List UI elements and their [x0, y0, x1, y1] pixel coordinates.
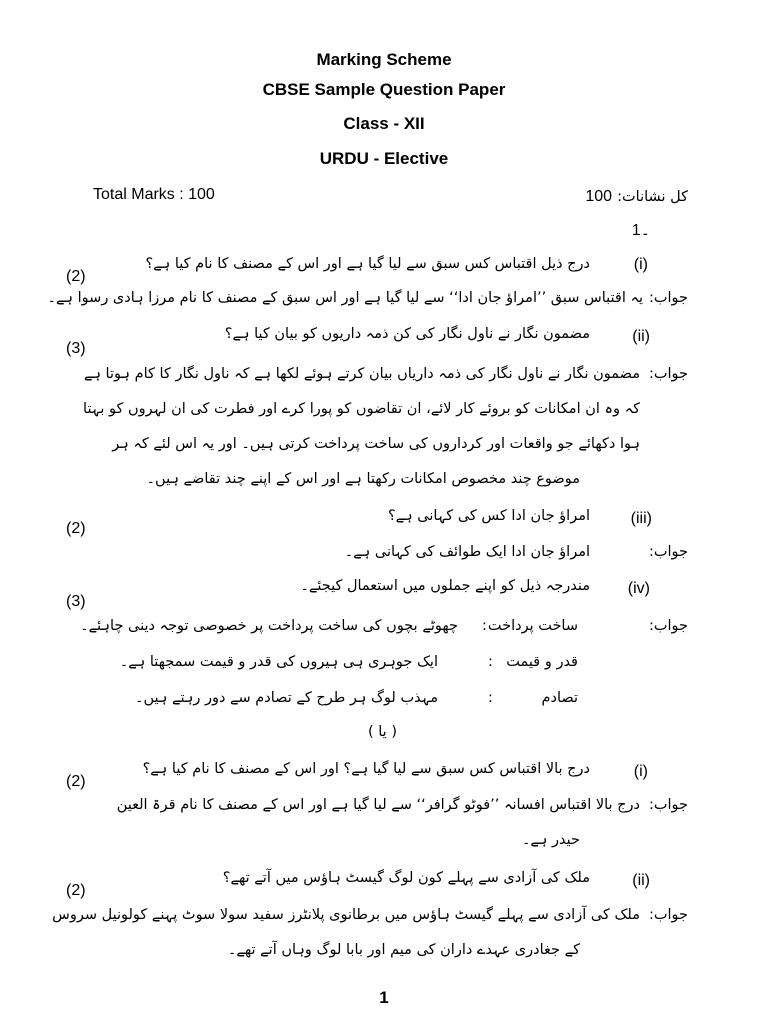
- alt-q-i-text: درج بالا اقتباس کس سبق سے لیا گیا ہے؟ اور اس کے مصنف کا نام کیا ہے؟: [142, 761, 590, 777]
- answer-label: جواب:: [648, 544, 688, 560]
- answer-label: جواب:: [648, 618, 688, 634]
- alt-q-i-answer-line: درج بالا اقتباس افسانہ ’’فوٹو گرافر‘‘ سے لیا گیا ہے اور اس کے مصنف کا نام قرۃ العین: [116, 797, 640, 813]
- marks-q1ii: (3): [66, 340, 86, 357]
- alt-q-ii-answer-line: ملک کی آزادی سے پہلے گیسٹ ہاؤس میں برطانوی پلانٹرز سفید سولا سوٹ پہنے کولونیل سروس: [52, 907, 640, 923]
- or-separator: ( یا ): [368, 724, 397, 740]
- usage-term: قدر و قیمت: [506, 654, 578, 670]
- alt-q-ii-answer-line: کے جغادری عہدے داران کی میم اور بابا لوگ وہاں آتے تھے۔: [227, 942, 580, 958]
- usage-term: ساخت پرداخت: [487, 618, 578, 634]
- q1-iv-text: مندرجہ ذیل کو اپنے جملوں میں استعمال کیجئے۔: [300, 578, 590, 594]
- q1-iii-answer: امراؤ جان ادا ایک طوائف کی کہانی ہے۔: [344, 544, 590, 560]
- marks-alt-i: (2): [66, 773, 86, 790]
- usage-sentence: مہذب لوگ ہر طرح کے تصادم سے دور رہتے ہیں۔: [134, 690, 438, 706]
- q1-i-answer: یہ اقتباس سبق ’’امراؤ جان ادا‘‘ سے لیا گیا ہے اور اس سبق کے مصنف کا نام مرزا ہادی رسوا ہے۔: [47, 290, 643, 306]
- usage-separator: :: [488, 690, 493, 706]
- answer-label: جواب:: [648, 366, 688, 382]
- q1-ii-answer-line: ہوا دکھائے جو واقعات اور کرداروں کی ساخت پرداخت کرتی ہیں۔ اور یہ اس لئے کہ ہر: [112, 436, 640, 452]
- q1-ii-answer-line: کہ وہ ان امکانات کو بروئے کار لائے، ان تقاضوں کو پورا کرے اور فطرت کی ان لہروں کو بہتا: [83, 401, 640, 417]
- q1-i-number: (i): [633, 256, 648, 273]
- marks-q1iv: (3): [66, 593, 86, 610]
- q1-iii-number: (iii): [630, 510, 652, 527]
- usage-term: تصادم: [541, 690, 578, 706]
- subject-label: URDU - Elective: [319, 149, 449, 168]
- alt-q-i-answer-line: حیدر ہے۔: [521, 832, 580, 848]
- answer-label: جواب:: [648, 290, 688, 306]
- page-title: Marking Scheme: [316, 50, 452, 69]
- page-number: 1: [379, 988, 389, 1007]
- q1-ii-number: (ii): [632, 328, 650, 345]
- class-label: Class - XII: [343, 114, 425, 133]
- alt-q-ii-text: ملک کی آزادی سے پہلے کون لوگ گیسٹ ہاؤس میں آتے تھے؟: [222, 870, 590, 886]
- alt-q-i-number: (i): [633, 763, 648, 780]
- answer-label: جواب:: [648, 907, 688, 923]
- marks-q1i: (2): [66, 268, 86, 285]
- marks-q1iii: (2): [66, 520, 86, 537]
- usage-separator: :: [482, 618, 487, 634]
- marks-alt-ii: (2): [66, 882, 86, 899]
- total-marks-ur-value: 100: [585, 188, 613, 205]
- alt-q-ii-number: (ii): [632, 872, 650, 889]
- question-number: 1۔: [631, 222, 650, 239]
- paper-name: CBSE Sample Question Paper: [262, 80, 506, 99]
- usage-sentence: چھوٹے بچوں کی ساخت پرداخت پر خصوصی توجہ دینی چاہئے۔: [80, 618, 458, 634]
- total-marks-ur: [585, 186, 688, 206]
- q1-ii-text: مضمون نگار نے ناول نگار کی کن ذمہ داریوں کو بیان کیا ہے؟: [224, 326, 590, 342]
- q1-i-text: درج ذیل اقتباس کس سبق سے لیا گیا ہے اور اس کے مصنف کا نام کیا ہے؟: [145, 256, 590, 272]
- total-marks-ur-label: کل نشانات:: [617, 189, 688, 205]
- answer-label: جواب:: [648, 797, 688, 813]
- q1-ii-answer-line: موضوع چند مخصوص امکانات رکھتا ہے اور اس کے اپنے چند تقاضے ہیں۔: [146, 471, 580, 487]
- usage-sentence: ایک جوہری ہی ہیروں کی قدر و قیمت سمجھتا ہے۔: [119, 654, 438, 670]
- usage-separator: :: [488, 654, 493, 670]
- q1-iv-number: (iv): [627, 580, 650, 597]
- q1-ii-answer-line: مضمون نگار نے ناول نگار کی ذمہ داریاں بیان کرتے ہوئے لکھا ہے کہ ناول نگار کا کام ہوتا ہے: [83, 366, 640, 382]
- q1-iii-text: امراؤ جان ادا کس کی کہانی ہے؟: [387, 508, 590, 524]
- total-marks-en: Total Marks : 100: [93, 186, 215, 203]
